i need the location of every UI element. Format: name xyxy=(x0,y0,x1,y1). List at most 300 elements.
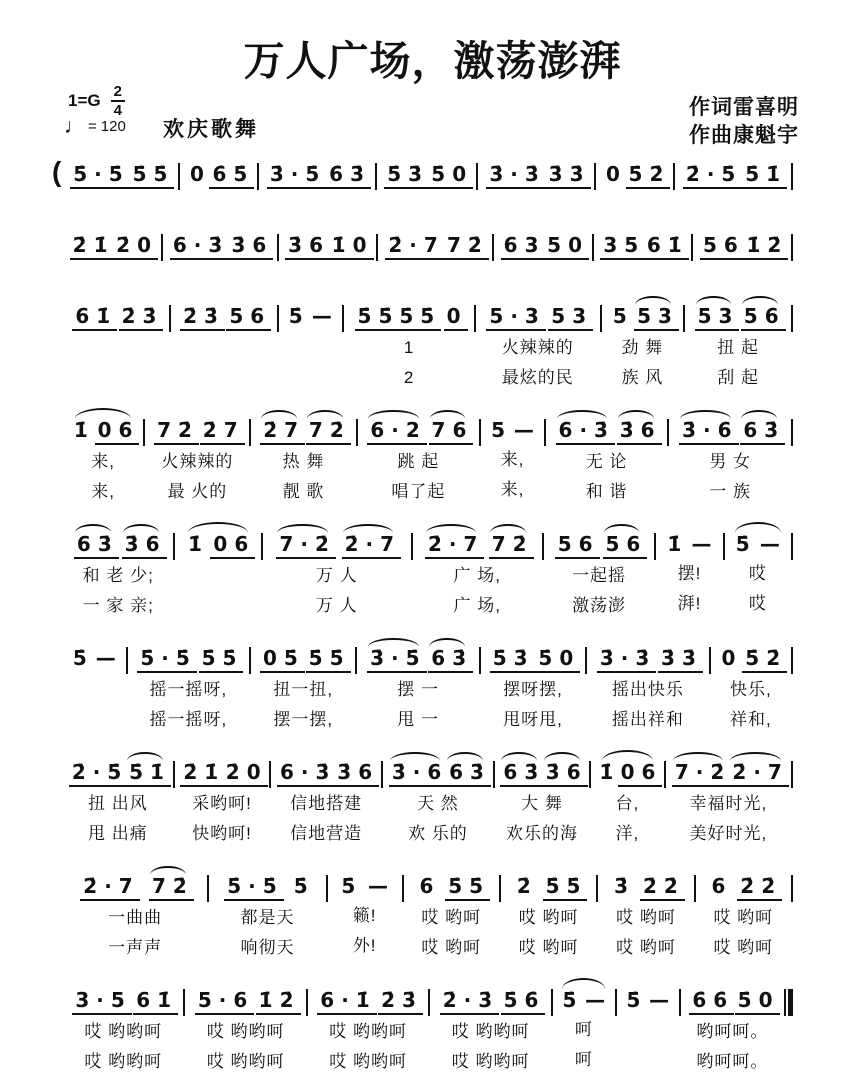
note-beat: 5̇ xyxy=(288,304,310,328)
measure xyxy=(482,634,584,733)
note-beat: 56 xyxy=(700,234,745,260)
lyric-line-2: 响彻天 xyxy=(240,938,295,957)
lyric-line-2 xyxy=(172,368,276,391)
note-beat: — xyxy=(513,418,541,442)
note-beat: 0 xyxy=(444,305,468,331)
note-group xyxy=(176,748,268,787)
lyric-line-1: 火辣辣的 xyxy=(501,338,574,357)
note-beat: — xyxy=(585,988,613,1012)
note-beat: 5̇6̇ xyxy=(501,989,546,1015)
note-group xyxy=(545,520,653,559)
barline xyxy=(544,419,546,446)
note-group xyxy=(252,634,354,673)
note-group xyxy=(309,976,427,1015)
time-signature xyxy=(111,84,125,118)
barline xyxy=(375,163,377,190)
note-group xyxy=(599,862,692,901)
composer-credit: 作曲康魁宇 xyxy=(689,124,799,148)
measure xyxy=(405,862,498,961)
measure xyxy=(64,748,172,847)
barline xyxy=(791,533,793,560)
note-beat: 3̇·3̇ xyxy=(486,163,545,189)
note-beat: — xyxy=(759,532,787,556)
lyricist-credit: 作词雷喜明 xyxy=(689,96,799,119)
barline xyxy=(126,647,128,674)
lyric-line-1: 哎 哟呵 xyxy=(518,908,579,927)
note-group xyxy=(176,520,259,559)
note-beat: 5̇ xyxy=(735,532,757,556)
note-beat: 2̇2̇ xyxy=(640,875,685,901)
barline xyxy=(178,163,180,190)
note-beat: 3̇3̇ xyxy=(546,163,591,189)
lyric-line-2: 哎 哟呵 xyxy=(421,938,482,957)
barline xyxy=(791,163,793,190)
final-barline xyxy=(784,989,793,1016)
note-beat: 6 xyxy=(419,874,441,898)
lyric-line-1: 跳 起 xyxy=(397,452,440,471)
note-beat: 56 xyxy=(226,305,271,331)
lyric-line-2: 洋, xyxy=(615,824,640,843)
measure xyxy=(64,406,142,505)
note-beat: 2̇1̇ xyxy=(180,761,225,787)
measure xyxy=(358,634,478,733)
note-group xyxy=(210,862,325,901)
note-beat: 5̇5̇5̇5̇ xyxy=(355,305,442,331)
lyric-line-2: 唱了起 xyxy=(391,482,446,501)
barline xyxy=(173,761,175,788)
note-beat: 1̇ xyxy=(73,418,95,442)
lyric-line-2 xyxy=(280,366,342,389)
lyric-line-2: 甩 出痛 xyxy=(88,824,148,843)
barline xyxy=(493,761,495,788)
measure xyxy=(712,634,790,733)
score-line xyxy=(64,520,794,619)
lyric-line-1: 采哟呵! xyxy=(192,794,252,813)
note-group xyxy=(280,292,342,329)
note-beat: 72̇ xyxy=(489,533,534,559)
measure xyxy=(63,150,177,189)
note-beat: 0 xyxy=(721,646,743,670)
lyric-line-2: 哎 哟哟呵 xyxy=(206,1052,285,1071)
note-beat: 5̇0 xyxy=(735,989,780,1015)
note-beat: 2̇2̇ xyxy=(737,875,782,901)
score-line xyxy=(64,292,794,391)
note-beat: 5·6 xyxy=(195,989,254,1015)
measure xyxy=(686,292,790,391)
lyric-line-2: 湃! xyxy=(677,594,702,613)
note-group xyxy=(502,862,595,901)
measure xyxy=(657,520,721,617)
note-group xyxy=(64,748,172,787)
note-group xyxy=(64,292,168,331)
lyric-line-1 xyxy=(618,1020,678,1043)
barline xyxy=(664,761,666,788)
note-group xyxy=(64,862,206,901)
barline xyxy=(667,419,669,446)
note-group xyxy=(618,976,678,1013)
note-beat: 2̇·5̇ xyxy=(69,761,128,787)
note-beat: 2̇0 xyxy=(223,761,268,787)
note-beat: 3̇6 xyxy=(228,234,273,260)
note-beat: 6̇6̇ xyxy=(689,989,734,1015)
note-beat: 5̇5̇ xyxy=(306,647,351,673)
barline xyxy=(542,533,544,560)
lyric-line-2: 摇一摇呀, xyxy=(149,710,228,729)
key-label: 1=G xyxy=(68,91,101,110)
note-group xyxy=(129,634,249,673)
note-beat: 2̇ xyxy=(516,874,538,898)
barline xyxy=(592,234,594,261)
lyric-line-2: 哎 哟呵 xyxy=(518,938,579,957)
measure xyxy=(682,976,783,1075)
note-beat: 5̇·5̇ xyxy=(70,163,129,189)
measure xyxy=(359,406,479,505)
note-group xyxy=(496,748,588,787)
score xyxy=(52,150,794,1076)
intro-parenthesis: ( xyxy=(52,156,62,187)
note-beat: — xyxy=(95,646,123,670)
lyric-line-1: 和 老 少; xyxy=(82,566,154,585)
barline xyxy=(594,163,596,190)
lyric-line-1: 摇出快乐 xyxy=(611,680,684,699)
note-group xyxy=(547,406,667,445)
barline xyxy=(376,234,378,261)
measure xyxy=(264,520,410,619)
note-beat: 5̇5̇ xyxy=(130,163,175,189)
lyric-line-2: 哎 哟呵 xyxy=(713,938,774,957)
note-beat: 6·3̇ xyxy=(556,419,615,445)
measure xyxy=(64,292,168,391)
note-beat: 5̇5̇ xyxy=(543,875,588,901)
note-beat: 2̇0 xyxy=(113,234,158,260)
score-line xyxy=(64,862,794,961)
measure xyxy=(186,976,304,1075)
measure xyxy=(597,150,672,189)
note-group xyxy=(657,520,721,557)
note-beat: 0 xyxy=(606,162,627,186)
lyric-line-2 xyxy=(64,708,125,731)
note-beat: 6·1̇ xyxy=(317,989,376,1015)
lyric-line-1: 摇一摇呀, xyxy=(149,680,228,699)
note-beat: 72̇ xyxy=(154,419,199,445)
tempo-equals: = xyxy=(88,118,97,135)
lyric-line-1: 摆! xyxy=(677,564,702,583)
measure xyxy=(272,748,380,847)
note-beat: 1̇0 xyxy=(329,234,374,260)
note-beat: 3̇3̇ xyxy=(658,647,703,673)
barline xyxy=(479,647,481,674)
barline xyxy=(207,875,209,902)
note-beat: 2̇·5̇ xyxy=(683,163,742,189)
note-beat: 3̇6 xyxy=(543,761,588,787)
note-beat: 6·2 xyxy=(367,419,426,445)
note-group xyxy=(172,292,276,331)
barline xyxy=(249,419,251,446)
barline xyxy=(679,989,681,1016)
lyric-line-2 xyxy=(176,596,259,619)
measure xyxy=(670,406,790,505)
note-group xyxy=(379,221,491,260)
note-group xyxy=(146,406,248,445)
note-beat: 06 xyxy=(618,761,663,787)
note-beat: 5̇5̇ xyxy=(199,647,244,673)
measure xyxy=(64,520,172,619)
lyric-line-2: 一 家 亲; xyxy=(82,596,154,615)
lyric-line-2: 哎 哟哟呵 xyxy=(451,1052,530,1071)
lyric-line-2: 来, xyxy=(91,482,116,501)
lyric-line-1: 劲 舞 xyxy=(621,338,664,357)
note-beat: 63̇ xyxy=(428,647,473,673)
lyric-line-1: 无 论 xyxy=(585,452,628,471)
lyric-line-2: 最 火的 xyxy=(167,482,228,501)
barline xyxy=(257,163,259,190)
lyric-line-2: 最炫的民 xyxy=(501,368,574,387)
measure xyxy=(502,862,595,961)
lyric-line-1: 哎 哟哟呵 xyxy=(329,1022,407,1041)
measure xyxy=(176,520,259,619)
note-beat: 05̇ xyxy=(260,647,305,673)
barline xyxy=(402,875,404,902)
note-beat: 61̇ xyxy=(72,305,117,331)
note-beat: 5̇ xyxy=(293,874,315,898)
note-beat: 76 xyxy=(429,419,474,445)
measure xyxy=(482,406,543,503)
note-beat: 5̇·5̇ xyxy=(137,647,196,673)
lyric-line-1: 热 舞 xyxy=(282,452,325,471)
note-group xyxy=(595,221,691,260)
note-group xyxy=(431,976,549,1015)
barline xyxy=(791,234,793,261)
note-beat: 53 xyxy=(548,305,593,331)
note-beat: 53 xyxy=(634,305,679,331)
lyric-line-1: 摆 一 xyxy=(397,680,439,699)
lyric-line-2: 刮 起 xyxy=(717,368,759,387)
note-beat: 2̇7 xyxy=(260,419,305,445)
measure xyxy=(479,150,593,189)
barline xyxy=(306,989,308,1016)
lyric-line-2: 快哟呵! xyxy=(192,824,252,843)
lyric-line-1: 哎 哟哟呵 xyxy=(206,1022,285,1041)
note-beat: 61̇ xyxy=(644,234,689,260)
barline xyxy=(791,761,793,788)
barline xyxy=(791,875,793,902)
score-line xyxy=(52,150,794,190)
lyric-line-2: 激荡澎 xyxy=(572,596,627,615)
lyric-line-1 xyxy=(64,338,168,361)
lyric-line-1: 一起摇 xyxy=(572,566,627,585)
lyric-line-2: 和 谐 xyxy=(585,482,628,501)
note-beat: 2̇·7 xyxy=(342,533,401,559)
lyric-line-1: 哎 哟哟呵 xyxy=(84,1022,163,1041)
lyric-line-1: 大 舞 xyxy=(521,794,563,813)
barline xyxy=(326,875,328,902)
note-beat: 5 xyxy=(612,304,634,328)
measure xyxy=(64,862,206,961)
lyric-line-1: 扭 起 xyxy=(717,338,759,357)
lyric-line-2: 哎 哟哟呵 xyxy=(84,1052,163,1071)
lyric-line-2: 欢 乐的 xyxy=(408,824,468,843)
note-beat: — xyxy=(311,304,339,328)
measure xyxy=(603,292,683,391)
note-beat: 0 xyxy=(189,162,211,186)
measure xyxy=(697,862,790,961)
tempo-marking xyxy=(64,116,126,137)
measure xyxy=(176,748,268,847)
barline xyxy=(479,419,481,446)
note-beat: 5̇0 xyxy=(535,647,580,673)
note-beat: 2̇7 xyxy=(200,419,245,445)
note-beat: 63̇ xyxy=(500,761,545,787)
note-beat: 72̇ xyxy=(444,234,489,260)
barline xyxy=(615,989,617,1016)
note-group xyxy=(63,150,177,189)
note-beat: 5̇ xyxy=(562,988,584,1012)
lyric-line-2: 呵 xyxy=(574,1050,593,1069)
note-group xyxy=(358,634,478,673)
measure xyxy=(252,634,354,733)
note-group xyxy=(495,221,591,260)
lyric-line-2: 广 场, xyxy=(453,596,501,615)
note-group xyxy=(482,406,543,443)
measure xyxy=(210,862,325,961)
note-beat: 7·2̇ xyxy=(672,761,731,787)
lyric-line-2: 信地营造 xyxy=(290,824,363,843)
note-group xyxy=(588,634,708,673)
quarter-note-icon: ♩ xyxy=(64,115,85,138)
barline xyxy=(355,647,357,674)
barline xyxy=(269,761,271,788)
measure xyxy=(280,292,342,389)
lyric-line-1: 来, xyxy=(91,452,116,471)
lyric-line-2: 甩呀甩, xyxy=(503,710,563,729)
note-group xyxy=(676,150,790,189)
note-beat: 50 xyxy=(544,234,589,260)
genre-label: 欢庆歌舞 xyxy=(163,118,259,141)
note-beat: 2̇3̇ xyxy=(119,305,164,331)
note-beat: — xyxy=(367,874,395,898)
measure xyxy=(547,406,667,505)
lyric-line-1 xyxy=(64,678,125,701)
note-group xyxy=(264,520,410,559)
note-beat: 5̇2̇ xyxy=(742,647,787,673)
note-beat: 2̇3̇ xyxy=(378,989,423,1015)
note-beat: 3̇·3̇ xyxy=(597,647,656,673)
note-beat: 6 xyxy=(711,874,733,898)
note-beat: 63̇ xyxy=(74,533,119,559)
lyric-line-1: 来, xyxy=(500,450,525,469)
note-beat: 72̇ xyxy=(306,419,351,445)
lyric-line-1: 呵 xyxy=(574,1020,593,1039)
note-beat: — xyxy=(649,988,677,1012)
barline xyxy=(261,533,263,560)
note-beat: 3·5 xyxy=(72,989,131,1015)
barline xyxy=(277,305,279,332)
measure xyxy=(172,292,276,391)
barline xyxy=(691,234,693,261)
note-beat: 35 xyxy=(600,234,645,260)
barline xyxy=(791,305,793,332)
note-group xyxy=(726,520,790,557)
note-beat: 63̇ xyxy=(740,419,785,445)
score-line xyxy=(64,976,794,1075)
lyric-line-2: 外! xyxy=(352,936,377,955)
measure xyxy=(384,748,492,847)
note-beat: 3̇·5̇ xyxy=(267,163,326,189)
measure xyxy=(129,634,249,733)
barline xyxy=(654,533,656,560)
measure xyxy=(64,976,182,1075)
score-line xyxy=(64,634,794,733)
lyric-line-1: 哎 xyxy=(748,564,767,583)
lyric-line-1: 火辣辣的 xyxy=(161,452,234,471)
measure xyxy=(496,748,588,847)
lyric-line-2: 摇出祥和 xyxy=(611,710,684,729)
barline xyxy=(277,234,279,261)
measure xyxy=(146,406,248,505)
lyric-line-2 xyxy=(64,368,168,391)
note-group xyxy=(670,406,790,445)
note-beat: 5̇5̇ xyxy=(445,875,490,901)
note-group xyxy=(603,292,683,331)
note-beat: 56 xyxy=(741,305,786,331)
barline xyxy=(694,875,696,902)
lyric-line-1: 快乐, xyxy=(729,680,772,699)
measure xyxy=(260,150,374,189)
note-group xyxy=(712,634,790,673)
barline xyxy=(791,419,793,446)
note-beat: 2̇·7 xyxy=(80,875,139,901)
barline xyxy=(143,419,145,446)
barline xyxy=(169,305,171,332)
note-beat: 6·3̇ xyxy=(277,761,336,787)
note-group xyxy=(477,292,599,331)
note-beat: 7·2̇ xyxy=(276,533,335,559)
credits xyxy=(689,94,799,151)
note-beat: 63̇ xyxy=(446,761,491,787)
note-group xyxy=(697,862,790,901)
measure xyxy=(345,292,473,391)
lyric-line-2: 哎 哟哟呵 xyxy=(329,1052,407,1071)
note-beat: 06 xyxy=(210,533,255,559)
note-beat: 1̇2̇ xyxy=(743,234,788,260)
note-group xyxy=(667,748,790,787)
note-beat: 1̇2̇ xyxy=(256,989,301,1015)
lyric-line-2: 一声声 xyxy=(108,938,163,957)
lyric-line-2: 来, xyxy=(500,480,525,499)
note-beat: 6̇5̇ xyxy=(209,163,254,189)
lyric-line-1: 扭 出风 xyxy=(88,794,148,813)
measure xyxy=(495,221,591,260)
note-beat: 3̇·6 xyxy=(679,419,738,445)
note-beat: 5·3 xyxy=(486,305,545,331)
note-group xyxy=(378,150,475,189)
lyric-line-1: 哎 哟呵 xyxy=(616,908,676,927)
measure xyxy=(726,520,790,617)
lyric-line-2: 祥和, xyxy=(729,710,772,729)
note-beat: 3̇6 xyxy=(285,234,330,260)
barline xyxy=(342,305,344,332)
note-group xyxy=(186,976,304,1015)
lyric-line-1: 哎 哟哟呵 xyxy=(451,1022,530,1041)
note-beat: 3̇·5̇ xyxy=(367,647,426,673)
measure xyxy=(378,150,475,189)
note-group xyxy=(329,862,401,899)
lyric-line-2: 哎 哟呵 xyxy=(616,938,676,957)
lyric-line-1: 男 女 xyxy=(709,452,752,471)
note-beat: 5̇ xyxy=(72,646,94,670)
note-group xyxy=(260,150,374,189)
lyric-line-1: 哟呵呵。 xyxy=(696,1022,769,1041)
